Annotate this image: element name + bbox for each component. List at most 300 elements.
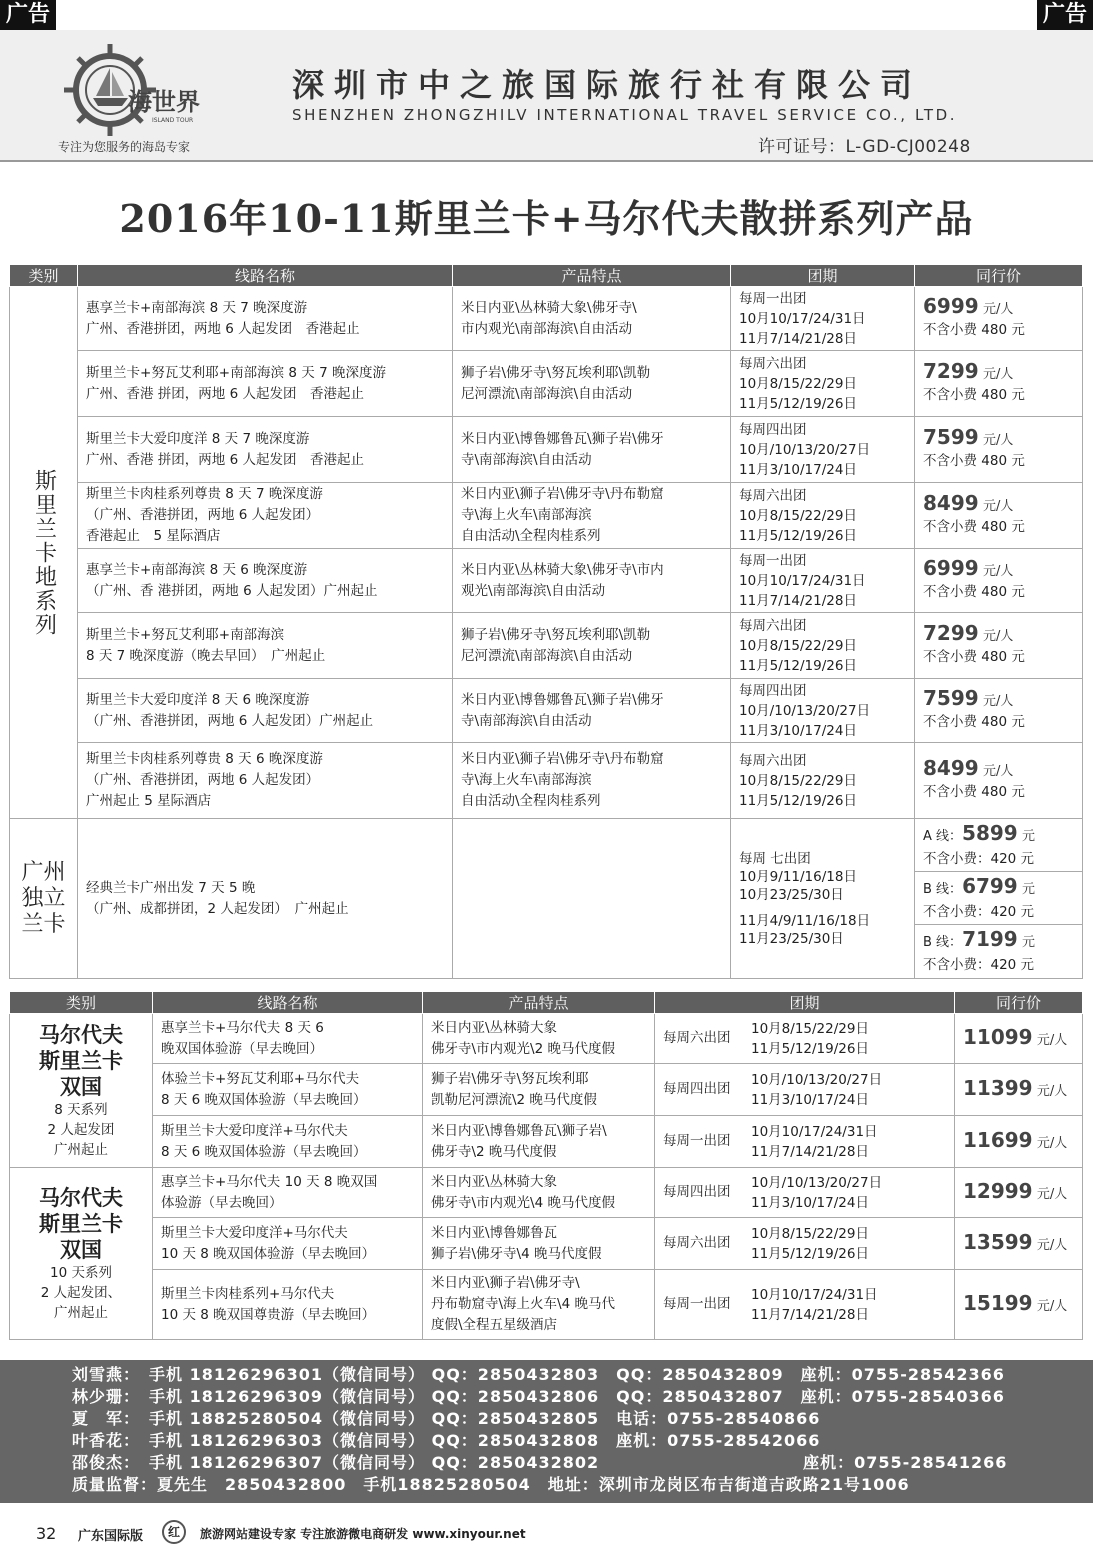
license-number: 许可证号：L-GD-CJ00248: [758, 137, 971, 157]
text-line: 11月7/14/21/28日: [739, 330, 857, 347]
route-name: [78, 287, 453, 351]
price-note: 不含小费 480 元: [923, 714, 1025, 730]
route-dates: [731, 287, 915, 351]
price-line: [923, 558, 1074, 582]
text-line: 10月10/17/24/31日: [751, 1286, 878, 1303]
text-line: 惠享兰卡+马尔代夫 10 天 8 晚双国: [161, 1173, 378, 1190]
logo-text: 海世界: [128, 88, 200, 116]
route-price: [915, 549, 1083, 613]
route-features: [423, 1014, 655, 1064]
page-title: 2016年10-11斯里兰卡+马尔代夫散拼系列产品: [119, 196, 974, 241]
dates-wrap: [655, 1224, 954, 1264]
category-sub: 8 天系列: [54, 1101, 108, 1118]
price-line: [923, 296, 1074, 320]
route-price: [955, 1168, 1083, 1218]
header-route: 线路名称: [153, 992, 423, 1014]
price-line: [923, 623, 1074, 647]
price-value: 6799: [962, 874, 1018, 898]
table-row: [10, 1270, 1083, 1340]
route-name: [153, 1270, 423, 1340]
text-line: 佛牙寺\2 晚马代度假: [431, 1143, 557, 1160]
date-list: [747, 1122, 878, 1162]
route-dates: [731, 417, 915, 483]
category-sub: 2 人起发团: [47, 1121, 115, 1138]
header-price: 同行价: [915, 265, 1083, 287]
text-line: 米日内亚\丛林骑大象: [431, 1019, 558, 1036]
header-features: 产品特点: [453, 265, 731, 287]
text-line: 惠享兰卡+南部海滨 8 天 7 晚深度游: [86, 299, 308, 316]
footer: [0, 1518, 1093, 1546]
route-features: [453, 483, 731, 549]
text-line: 11月4/9/11/16/18日: [739, 912, 871, 929]
text-line: 佛牙寺\市内观光\2 晚马代度假: [431, 1040, 615, 1057]
header: [0, 30, 1093, 162]
text-line: 每周六出团: [739, 752, 807, 769]
category-label: 斯里兰卡地系列: [31, 468, 57, 637]
price-note: 不含小费 480 元: [923, 453, 1025, 469]
price-note: 不含小费 480 元: [923, 519, 1025, 535]
route-dates: [731, 613, 915, 679]
price-unit: 元: [1022, 882, 1036, 897]
text-line: 米日内亚\博鲁娜鲁瓦\狮子岩\佛牙: [461, 691, 664, 708]
text-line: 11月3/10/17/24日: [739, 722, 857, 739]
price-unit: 元/人: [982, 302, 1014, 317]
header-route: 线路名称: [78, 265, 453, 287]
route-features: [423, 1116, 655, 1168]
route-features: [453, 549, 731, 613]
text-line: 10月23/25/30日: [739, 886, 844, 903]
category-title: 斯里兰卡: [39, 1048, 123, 1073]
text-line: 11月5/12/19/26日: [739, 657, 857, 674]
table-row: [10, 417, 1083, 483]
route-dates: [731, 549, 915, 613]
route-name: [153, 1064, 423, 1116]
price-unit: 元/人: [982, 764, 1014, 779]
date-list: [747, 1285, 878, 1325]
text-line: 每周六出团: [739, 617, 807, 634]
route-dates: [655, 1218, 955, 1270]
text-line: 11月7/14/21/28日: [751, 1306, 869, 1323]
text-line: 每周 七出团: [739, 850, 811, 867]
price-value: 7299: [923, 621, 979, 645]
text-line: 每周一出团: [739, 552, 807, 569]
table-row: [10, 613, 1083, 679]
text-line: 每周四出团: [739, 682, 807, 699]
text-line: 斯里兰卡肉桂系列尊贵 8 天 6 晚深度游: [86, 751, 323, 767]
price-note: 不含小费 480 元: [923, 584, 1025, 600]
text-line: 8 天 6 晚双国体验游（早去晚回）: [161, 1143, 367, 1160]
route-name: [78, 483, 453, 549]
logo-sub: ISLAND TOUR: [152, 117, 194, 124]
category-cell: [10, 819, 78, 979]
category-sub: 10 天系列: [50, 1264, 112, 1281]
route-features: [453, 613, 731, 679]
route-price: [915, 351, 1083, 417]
table-row: [10, 1116, 1083, 1168]
text-line: 广州、香港拼团，两地 6 人起发团 香港起止: [86, 320, 360, 337]
price-value: 6999: [923, 294, 979, 318]
maldives-table: [9, 991, 1083, 1340]
text-line: 狮子岩\佛牙寺\4 晚马代度假: [431, 1245, 602, 1262]
price-unit: 元/人: [1036, 1237, 1068, 1253]
text-line: 广州起止 5 星际酒店: [86, 793, 212, 809]
route-features: [453, 679, 731, 743]
date-list: [747, 1224, 869, 1264]
contact-line: 刘雪燕： 手机 18126296301（微信同号） QQ：2850432803 QQ：2850432809 座机：0755-28542366: [72, 1365, 1005, 1384]
text-line: 11月5/12/19/26日: [739, 527, 857, 544]
route-dates: [655, 1116, 955, 1168]
company-name-en: SHENZHEN ZHONGZHILV INTERNATIONAL TRAVEL SERVICE CO., LTD.: [292, 106, 958, 124]
price-unit: 元/人: [982, 499, 1014, 514]
text-line: 寺\南部海滨\自由活动: [461, 712, 592, 729]
text-line: 米日内亚\丛林骑大象: [431, 1173, 558, 1190]
text-line: 11月5/12/19/26日: [751, 1245, 869, 1262]
route-dates: [655, 1014, 955, 1064]
text-line: 广州、香港 拼团，两地 6 人起发团 香港起止: [86, 385, 364, 402]
header-features: 产品特点: [423, 992, 655, 1014]
price-value: 8499: [923, 491, 979, 515]
table-row: [10, 1218, 1083, 1270]
route-name: [78, 679, 453, 743]
text-line: （广州、香港拼团，两地 6 人起发团）: [86, 772, 320, 788]
date-list: [747, 1070, 882, 1110]
brand-circle-icon: 红: [162, 1520, 186, 1544]
category-label: 广州独立兰卡: [21, 859, 66, 937]
header-category: 类别: [10, 265, 78, 287]
route-features: [453, 417, 731, 483]
departure-day: 每周四出团: [663, 1081, 731, 1097]
text-line: 斯里兰卡大爱印度洋 8 天 6 晚深度游: [86, 691, 310, 708]
contact-line: 质量监督：夏先生 2850432800 手机18825280504 地址：深圳市龙岗区布吉街道吉政路21号1006: [72, 1475, 910, 1494]
header-category: 类别: [10, 992, 153, 1014]
departure-day: 每周六出团: [663, 1030, 731, 1046]
route-features: [423, 1270, 655, 1340]
route-name: [78, 549, 453, 613]
price-unit: 元/人: [1036, 1032, 1068, 1048]
text-line: 体验兰卡+努瓦艾利耶+马尔代夫: [161, 1070, 360, 1087]
table-row: [10, 679, 1083, 743]
price-option: [915, 872, 1082, 925]
dates-wrap: [655, 1122, 954, 1162]
category-title: 斯里兰卡: [39, 1211, 123, 1236]
text-line: 11月5/12/19/26日: [751, 1040, 869, 1057]
price-unit: 元/人: [1036, 1135, 1068, 1151]
text-line: 8 天 6 晚双国体验游（早去晚回）: [161, 1091, 367, 1108]
text-line: 11月3/10/17/24日: [751, 1091, 869, 1108]
text-line: 11月3/10/17/24日: [751, 1194, 869, 1211]
route-dates: [731, 679, 915, 743]
price-unit: 元/人: [982, 629, 1014, 644]
dates-wrap: [655, 1173, 954, 1213]
route-price: [915, 613, 1083, 679]
contact-line: 林少珊： 手机 18126296309（微信同号） QQ：2850432806 QQ：2850432807 座机：0755-28540366: [72, 1387, 1005, 1406]
text-line: 每周四出团: [739, 421, 807, 438]
text-line: 凯勒尼河漂流\2 晚马代度假: [431, 1091, 597, 1108]
price-line: [923, 822, 1074, 848]
route-name: [78, 613, 453, 679]
table-row: [10, 819, 1083, 979]
route-dates: [655, 1064, 955, 1116]
header-price: 同行价: [955, 992, 1083, 1014]
price-unit: 元/人: [982, 564, 1014, 579]
date-list: [747, 1173, 882, 1213]
text-line: 11月7/14/21/28日: [751, 1143, 869, 1160]
dates-wrap: [655, 1019, 954, 1059]
text-line: 惠享兰卡+马尔代夫 8 天 6: [161, 1019, 324, 1036]
text-line: 体验游（早去晚回）: [161, 1194, 283, 1211]
category-title: 马尔代夫: [39, 1185, 123, 1210]
footer-text: 旅游网站建设专家 专注旅游微电商研发 www.xinyour.net: [200, 1527, 526, 1541]
table-row: [10, 549, 1083, 613]
text-line: 11月7/14/21/28日: [739, 592, 857, 609]
price-value: 12999: [963, 1178, 1033, 1203]
header-dates: 团期: [655, 992, 955, 1014]
ad-label-right: 广告: [1037, 0, 1093, 30]
text-line: 米日内亚\狮子岩\佛牙寺\丹布勒窟: [461, 751, 664, 767]
text-line: 10月8/15/22/29日: [739, 772, 857, 789]
route-price: [955, 1116, 1083, 1168]
text-line: 寺\海上火车\南部海滨: [461, 507, 592, 523]
route-features: [423, 1064, 655, 1116]
price-value: 5899: [962, 821, 1018, 845]
text-line: 米日内亚\丛林骑大象\佛牙寺\: [461, 299, 637, 316]
contact-line: 邵俊杰： 手机 18126296307（微信同号） QQ：2850432802 座机：0755-28541266: [72, 1453, 1008, 1472]
text-line: 佛牙寺\市内观光\4 晚马代度假: [431, 1194, 615, 1211]
text-line: 10月/10/13/20/27日: [751, 1071, 883, 1088]
text-line: 寺\海上火车\南部海滨: [461, 772, 592, 788]
route-name: [153, 1168, 423, 1218]
table-header: [10, 265, 1083, 287]
text-line: 10月8/15/22/29日: [739, 507, 857, 524]
text-line: 米日内亚\博鲁娜鲁瓦: [431, 1224, 558, 1241]
price-note: 不含小费 480 元: [923, 649, 1025, 665]
route-dates: [655, 1168, 955, 1218]
text-line: 市内观光\南部海滨\自由活动: [461, 320, 633, 337]
price-value: 13599: [963, 1229, 1033, 1254]
route-features: [423, 1218, 655, 1270]
table-row: [10, 1064, 1083, 1116]
price-value: 6999: [923, 556, 979, 580]
price-unit: 元/人: [1036, 1298, 1068, 1314]
route-features: [453, 351, 731, 417]
text-line: 斯里兰卡大爱印度洋 8 天 7 晚深度游: [86, 430, 310, 447]
table-row: [10, 743, 1083, 819]
text-line: 寺\南部海滨\自由活动: [461, 451, 592, 468]
price-line: [923, 361, 1074, 385]
price-line: [923, 928, 1074, 954]
price-unit: 元/人: [982, 433, 1014, 448]
text-line: 10月10/17/24/31日: [739, 572, 866, 589]
ship-wheel-logo-icon: [48, 38, 208, 138]
price-note: 不含小费：420 元: [923, 904, 1035, 920]
table-row: [10, 287, 1083, 351]
text-line: 10月8/15/22/29日: [751, 1225, 869, 1242]
contact-section: [0, 1360, 1093, 1503]
category-sub: 2 人起发团、: [40, 1284, 122, 1301]
route-name: [78, 417, 453, 483]
text-line: （广州、香 港拼团，两地 6 人起发团）广州起止: [86, 582, 378, 599]
price-unit: 元/人: [1036, 1083, 1068, 1099]
text-line: 米日内亚\狮子岩\佛牙寺\丹布勒窟: [461, 486, 664, 502]
text-line: 广州、香港 拼团，两地 6 人起发团 香港起止: [86, 451, 364, 468]
text-line: 斯里兰卡肉桂系列尊贵 8 天 7 晚深度游: [86, 486, 323, 502]
price-note: 不含小费 480 元: [923, 784, 1025, 800]
category-cell: [10, 287, 78, 819]
price-unit: 元/人: [982, 367, 1014, 382]
ad-label-left: 广告: [0, 0, 56, 30]
category-cell: [10, 1168, 153, 1340]
price-line: [923, 875, 1074, 901]
table-row: [10, 483, 1083, 549]
route-price: [915, 287, 1083, 351]
text-line: 10月/10/13/20/27日: [739, 441, 871, 458]
route-price: [915, 743, 1083, 819]
sri-lanka-table: [9, 264, 1083, 979]
text-line: 10月/10/13/20/27日: [751, 1174, 883, 1191]
route-name: [78, 351, 453, 417]
text-line: 10 天 8 晚双国尊贵游（早去晚回）: [161, 1306, 376, 1323]
price-option: [915, 925, 1082, 978]
price-unit: 元: [1022, 829, 1036, 844]
header-dates: 团期: [731, 265, 915, 287]
price-value: 11099: [963, 1024, 1033, 1049]
text-line: 斯里兰卡大爱印度洋+马尔代夫: [161, 1122, 348, 1139]
text-line: 经典兰卡广州出发 7 天 5 晚: [86, 879, 256, 896]
text-line: 斯里兰卡+努瓦艾利耶+南部海滨: [86, 626, 285, 643]
table-row: [10, 1014, 1083, 1064]
text-line: 10月9/11/16/18日: [739, 868, 857, 885]
slogan: 专注为您服务的海岛专家: [58, 140, 191, 154]
text-line: 自由活动\全程肉桂系列: [461, 793, 601, 809]
text-line: 米日内亚\狮子岩\佛牙寺\: [431, 1275, 580, 1291]
category-cell: [10, 1014, 153, 1168]
text-line: （广州、香港拼团，两地 6 人起发团）: [86, 507, 320, 523]
route-name: [153, 1014, 423, 1064]
text-line: 每周六出团: [739, 355, 807, 372]
text-line: （广州、香港拼团，两地 6 人起发团）广州起止: [86, 712, 374, 729]
text-line: 米日内亚\博鲁娜鲁瓦\狮子岩\佛牙: [461, 430, 664, 447]
price-value: 15199: [963, 1290, 1033, 1315]
text-line: 惠享兰卡+南部海滨 8 天 6 晚深度游: [86, 561, 308, 578]
route-price: [955, 1014, 1083, 1064]
route-price: [915, 819, 1083, 979]
price-value: 7599: [923, 425, 979, 449]
text-line: 11月5/12/19/26日: [739, 792, 857, 809]
text-line: 斯里兰卡肉桂系列+马尔代夫: [161, 1285, 335, 1302]
route-price: [915, 679, 1083, 743]
price-line: [923, 758, 1074, 782]
table-row: [10, 351, 1083, 417]
price-note: 不含小费 480 元: [923, 322, 1025, 338]
text-line: 10月8/15/22/29日: [739, 375, 857, 392]
text-line: 10月8/15/22/29日: [751, 1020, 869, 1037]
text-line: 10月10/17/24/31日: [751, 1123, 878, 1140]
text-line: 尼河漂流\南部海滨\自由活动: [461, 385, 633, 402]
route-dates: [731, 483, 915, 549]
route-name: [78, 743, 453, 819]
departure-day: 每周六出团: [663, 1235, 731, 1251]
price-label: B 线：: [923, 935, 963, 950]
route-price: [915, 483, 1083, 549]
text-line: 斯里兰卡大爱印度洋+马尔代夫: [161, 1224, 348, 1241]
price-unit: 元: [1022, 935, 1036, 950]
departure-day: 每周四出团: [663, 1184, 731, 1200]
route-price: [955, 1270, 1083, 1340]
text-line: 观光\南部海滨\自由活动: [461, 582, 606, 599]
price-label: A 线：: [923, 829, 963, 844]
text-line: 11月3/10/17/24日: [739, 461, 857, 478]
route-name: [153, 1218, 423, 1270]
dates-wrap: [655, 1070, 954, 1110]
text-line: 香港起止 5 星际酒店: [86, 528, 221, 544]
text-line: 尼河漂流\南部海滨\自由活动: [461, 647, 633, 664]
price-note: 不含小费：420 元: [923, 957, 1035, 973]
price-line: [923, 493, 1074, 517]
price-note: 不含小费：420 元: [923, 851, 1035, 867]
price-value: 11699: [963, 1127, 1033, 1152]
text-line: 11月5/12/19/26日: [739, 395, 857, 412]
text-line: 度假\全程五星级酒店: [431, 1317, 558, 1333]
contact-line: 夏 军： 手机 18825280504（微信同号） QQ：2850432805 电话：0755-28540866: [72, 1409, 821, 1428]
text-line: 米日内亚\博鲁娜鲁瓦\狮子岩\: [431, 1122, 607, 1139]
departure-day: 每周一出团: [663, 1133, 731, 1149]
route-features: [453, 743, 731, 819]
text-line: 10月/10/13/20/27日: [739, 702, 871, 719]
price-note: 不含小费 480 元: [923, 387, 1025, 403]
price-unit: 元/人: [982, 694, 1014, 709]
category-title: 马尔代夫: [39, 1022, 123, 1047]
price-value: 7299: [923, 359, 979, 383]
text-line: 8 天 7 晚深度游（晚去早回） 广州起止: [86, 647, 326, 664]
text-line: 10 天 8 晚双国体验游（早去晚回）: [161, 1245, 376, 1262]
route-dates: [731, 819, 915, 979]
text-line: 狮子岩\佛牙寺\努瓦埃利耶\凯勒: [461, 364, 651, 381]
route-price: [915, 417, 1083, 483]
text-line: 每周一出团: [739, 290, 807, 307]
contact-line: 叶香花： 手机 18126296303（微信同号） QQ：2850432808 座机：0755-28542066: [72, 1431, 821, 1450]
price-value: 7199: [962, 927, 1018, 951]
price-unit: 元/人: [1036, 1186, 1068, 1202]
table-header: [10, 992, 1083, 1014]
price-value: 7599: [923, 686, 979, 710]
text-line: 晚双国体验游（早去晚回）: [161, 1040, 323, 1057]
text-line: 10月10/17/24/31日: [739, 310, 866, 327]
departure-day: 每周一出团: [663, 1296, 731, 1312]
text-line: 11月23/25/30日: [739, 930, 844, 947]
category-sub: 广州起止: [54, 1304, 108, 1321]
text-line: 狮子岩\佛牙寺\努瓦埃利耶: [431, 1070, 589, 1087]
company-name-cn: 深圳市中之旅国际旅行社有限公司: [292, 66, 923, 104]
route-features: [453, 287, 731, 351]
price-option: [915, 819, 1082, 872]
text-line: 狮子岩\佛牙寺\努瓦埃利耶\凯勒: [461, 626, 651, 643]
price-label: B 线：: [923, 882, 963, 897]
page-number: 32: [36, 1524, 57, 1543]
text-line: 斯里兰卡+努瓦艾利耶+南部海滨 8 天 7 晚深度游: [86, 364, 386, 381]
route-features: [423, 1168, 655, 1218]
text-line: 每周六出团: [739, 487, 807, 504]
route-name: [153, 1116, 423, 1168]
text-line: 自由活动\全程肉桂系列: [461, 528, 601, 544]
route-price: [955, 1064, 1083, 1116]
price-value: 11399: [963, 1075, 1033, 1100]
category-title: 双国: [60, 1237, 102, 1262]
price-value: 8499: [923, 756, 979, 780]
date-list: [747, 1019, 869, 1059]
table-row: [10, 1168, 1083, 1218]
price-line: [923, 427, 1074, 451]
route-dates: [655, 1270, 955, 1340]
